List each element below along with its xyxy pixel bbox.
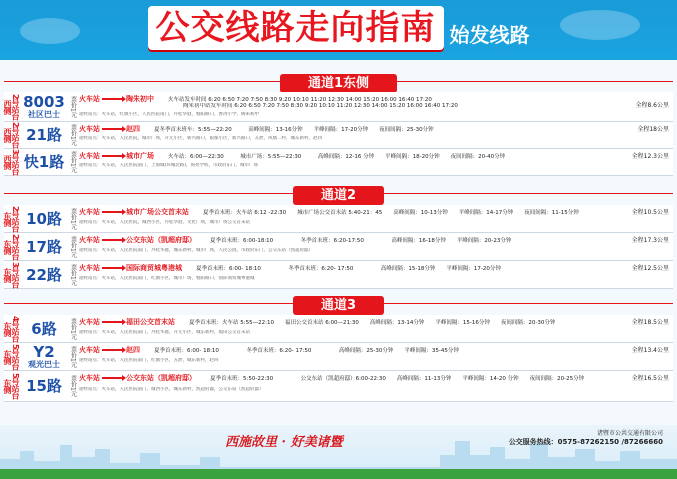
route-direction: 火车站 城市广场公交首末站 夏季首末班：火车站 6:12 -22:30 城市广场公交首末站 5:40-21：45 高峰间隔：10-13分钟 平峰间隔：14-17分钟 夜间间隔：11-15分钟: [79, 208, 579, 216]
route-row-21: [4, 122, 673, 149]
route-row-y2: [4, 343, 673, 371]
distance-label: 全程16.5公里: [629, 373, 669, 382]
section-header-2: 通道2: [0, 184, 677, 205]
distance-label: 全程17.3公里: [629, 235, 669, 244]
slogan-text: 西施故里 · 好美诸暨: [225, 435, 343, 450]
section-header-3: 通道3: [0, 294, 677, 315]
stops-list: 途经站点：火车站，人民医院南门，上海城(环城北路)，海亮学校，市政府东门，城市广场: [79, 163, 259, 168]
schedule-text: 火车站：6:00—22:30 城市广场：5:55—22:30 高峰间隔：12-16 分钟 平峰间隔：18-20分钟 夜间间隔：20-40分钟: [168, 154, 506, 160]
route-name: Y2 观光巴士: [28, 343, 60, 369]
fare-label: 票价1元: [69, 124, 77, 146]
fare-label: 票价1元: [69, 235, 77, 258]
company-name: 诸暨市公共交通有限公司: [596, 430, 663, 437]
arrow-right-icon: [102, 349, 124, 351]
route-name: 10路: [26, 209, 62, 228]
subtitle-text: 始发线路: [449, 23, 530, 47]
schedule-text: 夏季首末班：6:00-18:10 冬季首末班：6:20-17:50 高峰间隔：16-18分钟 平峰间隔：20-23分钟: [210, 238, 512, 244]
stops-list: 途经站点：火车站，人民医院南门，红旗小区，城市广场，暨阳路口，国际商贸城粤港城: [79, 276, 255, 281]
fare-label: 票价1元: [69, 263, 77, 286]
route-row-k1: [4, 149, 673, 176]
service-hotline: 公交服务热线：0575-87262150 /87266660: [508, 438, 663, 446]
arrow-right-icon: [102, 128, 124, 130]
stops-list: 途经站点：火车站，人民医院南门，红旗小区，五泄，城东新村，赵四: [79, 358, 219, 363]
stops-list: 途经站点：火车站，红旗小区，人民医院南门，丹桂华庭，暨阳路口，香湾小学，陶朱初中: [79, 112, 259, 117]
fare-label: 票价1元: [69, 207, 77, 230]
platform-label: 2号站台东侧: [3, 205, 20, 232]
route-direction: 火车站 城市广场 火车站：6:00—22:30 城市广场：5:55—22:30 高峰间隔：12-16 分钟 平峰间隔：18-20分钟 夜间间隔：20-40分钟: [79, 152, 506, 160]
platform-label: 4号站台东侧: [3, 315, 20, 342]
arrow-right-icon: [102, 155, 124, 157]
route-name: 快1路: [23, 153, 65, 171]
company-info: [509, 430, 663, 446]
schedule-text: 夏季首末班：5:50-22:30 公交东站（凯超府邸）6:00-22:30 高峰间隔：11-13分钟 平峰间隔：14-20 分钟 夜间间隔：20-25分钟: [210, 376, 585, 382]
route-direction: 火车站 公交东站（凯超府邸） 夏季首末班：6:00-18:10 冬季首末班：6:20-17:50 高峰间隔：16-18分钟 平峰间隔：20-23分钟: [79, 236, 512, 244]
route-direction: 火车站 陶朱初中 火车站发车时间 6:20 6:50 7:20 7:50 8:30 9:20 10:10 11:20 12:30 14:00 15:20 16:00 16:40 17:20: [79, 95, 432, 103]
arrow-right-icon: [102, 321, 124, 323]
platform-label: 5号站台东侧: [3, 343, 20, 370]
route-name: 6路: [31, 319, 57, 338]
fare-label: 票价1元: [69, 151, 77, 173]
stops-list: 途经站点：火车站，人民医院南门，丹桂华庭，城东新村，城市广场，人民公园，市政府东门，公交东站（凯超府邸）: [79, 248, 313, 253]
schedule-text: 夏季首末班：6:00- 18:10 冬季首末班：6:20- 17:50 高峰间隔：25-30分钟 平峰间隔：35-45分钟: [154, 348, 459, 354]
route-name: 22路: [26, 265, 62, 284]
distance-label: 全程8.6公里: [632, 100, 669, 109]
arrow-right-icon: [102, 239, 124, 241]
platform-label: 5号站台东侧: [3, 373, 20, 399]
stops-list: 途经站点：火车站，人民医院南门，丹桂华庭，开元小区，城东新村，福田公交首末站: [79, 330, 250, 335]
section-header-1: 通道1东侧: [0, 72, 677, 93]
distance-label: 全程12.3公里: [629, 151, 669, 160]
schedule-text: 夏季首末班：火车站 6:12 -22:30 城市广场公交首末站 5:40-21：45 高峰间隔：10-13分钟 平峰间隔：14-17分钟 夜间间隔：11-15分钟: [203, 210, 579, 216]
route-direction: 火车站 国际商贸城粤港城 夏季首末班：6:00- 18:10 冬季首末班：6:20- 17:50 高峰间隔：15-18分钟 平峰间隔：17-20分钟: [79, 264, 501, 272]
route-row-15: [4, 371, 673, 402]
title-text: 公交线路走向指南: [148, 6, 444, 50]
route-name: 21路: [26, 126, 62, 144]
fare-label: 票价1元: [69, 95, 77, 118]
route-row-10: [4, 205, 673, 233]
stops-list: 途经站点：火车站，人民医院，城市广场，开元小区，新兴路口，银都小区，新兴路口，五泄，凤凰二村，城东新村，赵四: [79, 136, 322, 141]
route-name: 8003 社区巴士: [23, 93, 65, 119]
schedule-text: 火车站发车时间 6:20 6:50 7:20 7:50 8:30 9:20 10:10 11:20 12:30 14:00 15:20 16:00 16:40 17:20: [168, 97, 432, 103]
schedule-text: 夏季首末班：6:00- 18:10 冬季首末班：6:20- 17:50 高峰间隔：15-18分钟 平峰间隔：17-20分钟: [196, 266, 501, 272]
stops-list: 途经站点：火车站，人民医院南门，城西小区，城东新村，凯超府邸，公交东站（凯超府邸）: [79, 387, 264, 392]
route-row-17: [4, 233, 673, 261]
distance-label: 全程10.5公里: [629, 207, 669, 216]
page-title: [0, 6, 677, 50]
distance-label: 全程13.4公里: [629, 345, 669, 354]
platform-label: 3号站台东侧: [3, 261, 20, 288]
schedule-text: 夏冬季首末班车：5:55—22:20 高峰间隔：13-16分钟 平峰间隔：17-20分钟 夜间间隔：25-30分钟: [154, 127, 434, 133]
route-direction: 火车站 福田公交首末站 夏季首末班：火车站 5:55—22:10 福田公交首末站 6:00—21:30 高峰间隔：13-14分钟 平峰间隔：15-16分钟 夜间间隔：20-30分钟: [79, 318, 556, 326]
route-name: 15路: [26, 377, 62, 395]
distance-label: 全程18.5公里: [629, 317, 669, 326]
platform-label: 2号站台西侧: [3, 122, 20, 148]
route-row-22: [4, 261, 673, 289]
route-row-6: [4, 315, 673, 343]
stops-list: 途经站点：火车站，人民医院，城西小区，丹桂华庭，文化广场，城市广场公交首末站: [79, 220, 250, 225]
route-name: 17路: [26, 237, 62, 256]
route-direction: 火车站 赵四 夏冬季首末班车：5:55—22:20 高峰间隔：13-16分钟 平峰间隔：17-20分钟 夜间间隔：25-30分钟: [79, 125, 434, 133]
arrow-right-icon: [102, 267, 124, 269]
arrow-right-icon: [102, 211, 124, 213]
grass-strip: [0, 469, 677, 479]
arrow-right-icon: [102, 98, 124, 100]
route-direction: 火车站 公交东站（凯超府邸） 夏季首末班：5:50-22:30 公交东站（凯超府邸）6:00-22:30 高峰间隔：11-13分钟 平峰间隔：14-20 分钟 夜间间隔：20-25分钟: [79, 374, 585, 382]
fare-label: 票价1元: [69, 317, 77, 340]
platform-label: 3号站台西侧: [3, 149, 20, 175]
distance-label: 全程12.5公里: [629, 263, 669, 272]
fare-label: 票价1元: [69, 375, 77, 397]
distance-label: 全程18公里: [634, 124, 669, 133]
schedule-text-2: 陶朱初中站发车时间 6:20 6:50 7:20 7:50 8:30 9:20 10:10 11:20 12:30 14:00 15:20 16:00 16:40 17:20: [183, 103, 458, 109]
fare-label: 票价1元: [69, 345, 77, 368]
platform-label: 2号站台东侧: [3, 233, 20, 260]
schedule-text: 夏季首末班：火车站 5:55—22:10 福田公交首末站 6:00—21:30 高峰间隔：13-14分钟 平峰间隔：15-16分钟 夜间间隔：20-30分钟: [189, 320, 556, 326]
route-row-8003: [4, 92, 673, 122]
route-direction: 火车站 赵四 夏季首末班：6:00- 18:10 冬季首末班：6:20- 17:50 高峰间隔：25-30分钟 平峰间隔：35-45分钟: [79, 346, 459, 354]
arrow-right-icon: [102, 377, 124, 379]
platform-label: 2号站台西侧: [3, 93, 20, 120]
